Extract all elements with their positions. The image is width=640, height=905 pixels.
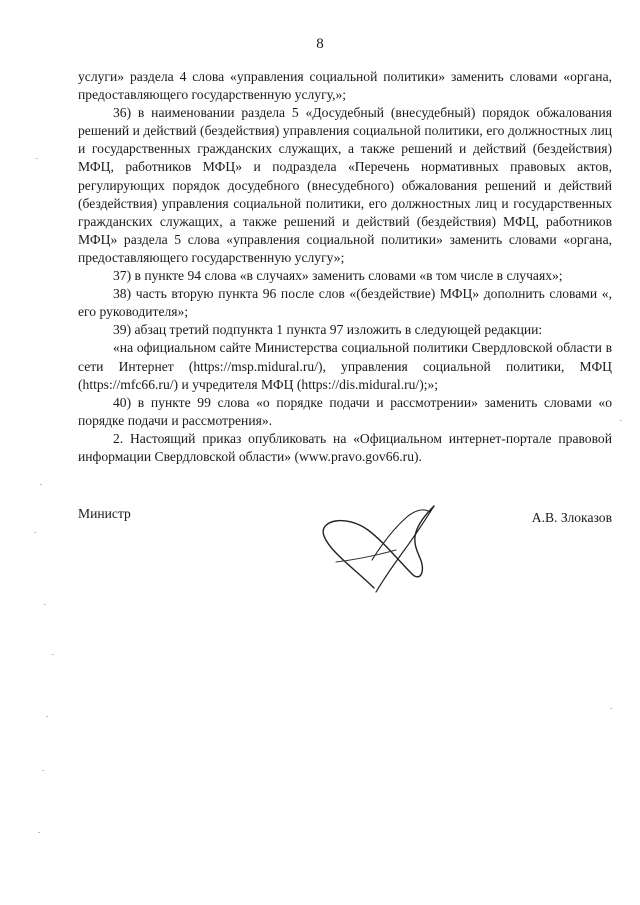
signature-block xyxy=(78,500,612,590)
handwritten-signature xyxy=(316,500,446,595)
page-number: 8 xyxy=(316,36,324,52)
paragraph-item-39: 39) абзац третий подпункта 1 пункта 97 изложить в следующей редакции: xyxy=(113,322,543,338)
paragraph-item-36: 36) в наименовании раздела 5 «Досудебный (внесудебный) порядок обжалования решений и действий (бездействия) управления социальной политики, его должностных лиц и государственных гражданских служащих, а также решений и действий (бездействия) МФЦ, работников МФЦ» и подраздела «Перечень нормативных правовых актов, регулирующих порядок досудебного (внесудебного) обжалования решений и действий (бездействия) управления социальной политики, его должностных лиц и государственных гражданских служащих, а также решений и действий (бездействия) МФЦ, работников МФЦ» раздела 5 слова «управления социальной политики» заменить словами «органа, предоставляющего государственную услугу»; xyxy=(78,105,612,265)
paragraph-continuation: услуги» раздела 4 слова «управления социальной политики» заменить словами «органа, предоставляющего государственную услугу,»; xyxy=(78,69,612,103)
signer-title: Министр xyxy=(78,506,131,521)
document-body xyxy=(78,68,612,466)
paragraph-item-40: 40) в пункте 99 слова «о порядке подачи и рассмотрении» заменить словами «о порядке подачи и рассмотрения». xyxy=(78,394,612,428)
signer-name: А.В. Злоказов xyxy=(531,510,612,525)
paragraph-item-38: 38) часть вторую пункта 96 после слов «(бездействие) МФЦ» дополнить словами «, его руководителя»; xyxy=(78,286,612,320)
paragraph-item-39-quote: «на официальном сайте Министерства социальной политики Свердловской области в сети Интернет (https://msp.midural.ru/), управления социальной политики, МФЦ (https://mfc66.ru/) и учредителя МФЦ (https://dis.midural.ru/);»; xyxy=(78,340,612,392)
paragraph-publication-order: 2. Настоящий приказ опубликовать на «Официальном интернет-портале правовой информации Свердловской области» (www.pravo.gov66.ru). xyxy=(78,430,612,464)
paragraph-item-37: 37) в пункте 94 слова «в случаях» заменить словами «в том числе в случаях»; xyxy=(113,268,563,284)
